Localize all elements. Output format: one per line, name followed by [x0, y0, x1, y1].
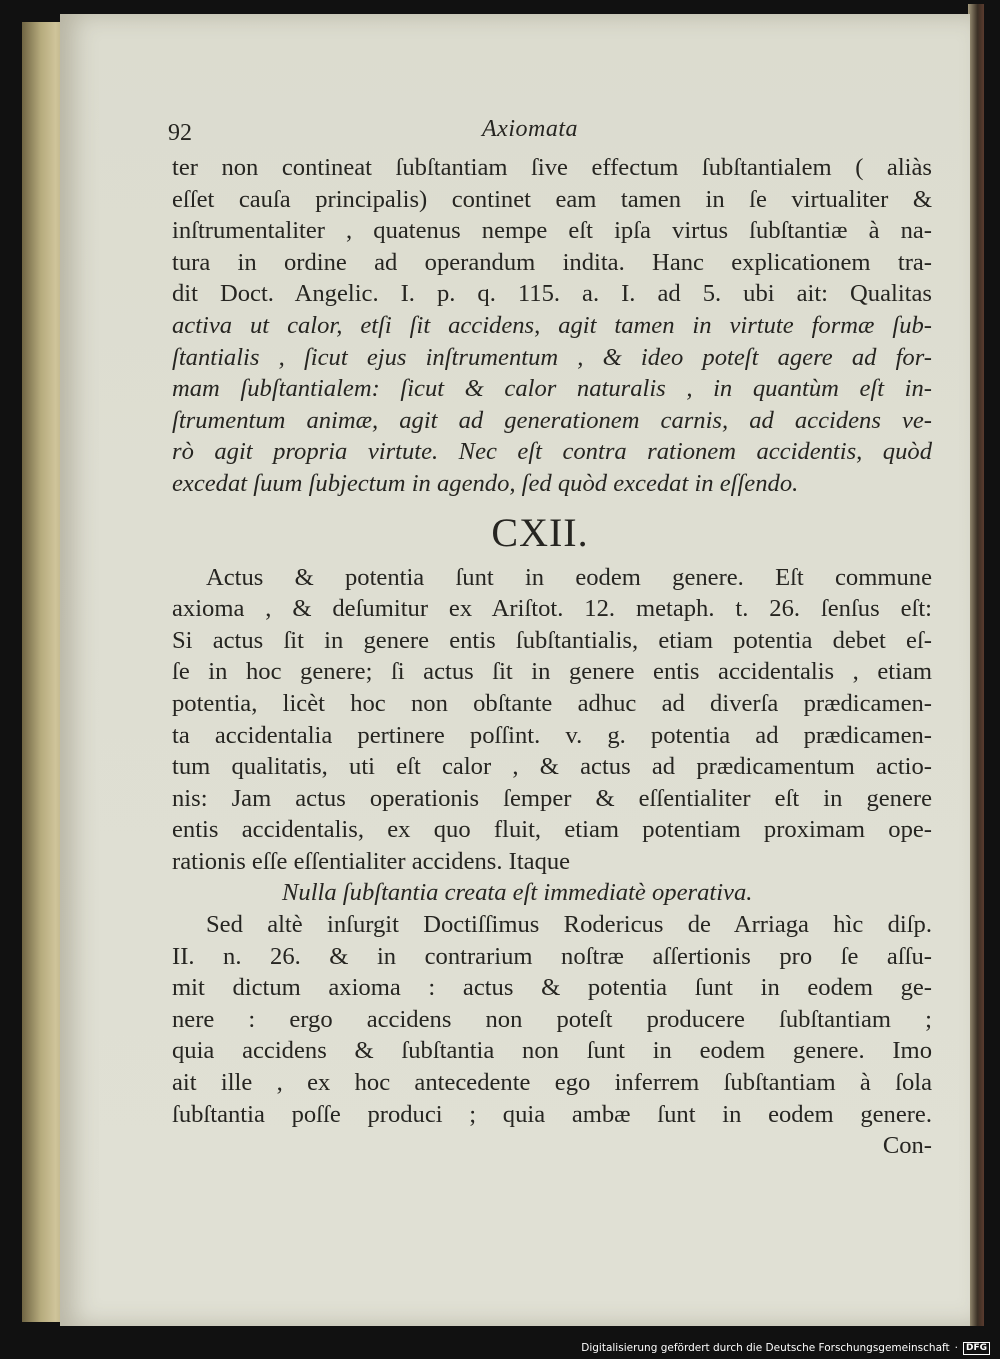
text-line: nere : ergo accidens non poteſt producere ſubſtantiam ; [172, 1005, 932, 1033]
text-line: inſtrumentaliter , quatenus nempe eſt ipſa virtus ſubſtantiæ à na- [172, 217, 932, 245]
text-line: ta accidentalia pertinere poſſint. v. g. potentia ad prædicamen- [172, 721, 932, 749]
quote-line: activa ut calor, etſi ſit accidens, agit tamen in virtute formæ ſub- [172, 311, 932, 339]
page-text [168, 116, 932, 1162]
page-number: 92 [168, 120, 192, 146]
running-title: Axiomata [482, 116, 578, 142]
book-spine [22, 22, 64, 1322]
text-line: entis accidentalis, ex quo fluit, etiam potentiam proximam ope- [172, 816, 932, 844]
text-line: axioma , & deſumitur ex Ariſtot. 12. metaph. t. 26. ſenſus eſt: [172, 595, 932, 623]
text-line: ait ille , ex hoc antecedente ego inferrem ſubſtantiam à ſola [172, 1069, 932, 1097]
text-line: tura in ordine ad operandum indita. Hanc explicationem tra- [172, 248, 932, 276]
text-line: eſſet cauſa principalis) continet eam tamen in ſe virtualiter & [172, 185, 932, 213]
text-line: ſe in hoc genere; ſi actus ſit in genere entis accidentalis , etiam [172, 658, 932, 686]
text-line: potentia, licèt hoc non obſtante adhuc ad diverſa prædicamen- [172, 689, 932, 717]
text-line: rationis eſſe eſſentialiter accidens. Itaque [172, 847, 571, 875]
text-line: dit Doct. Angelic. I. p. q. 115. a. I. ad 5. ubi ait: Qualitas [172, 280, 932, 308]
quote-line: excedat ſuum ſubjectum in agendo, ſed quòd excedat in eſſendo. [172, 469, 799, 497]
text-line: mit dictum axioma : actus & potentia ſunt in eodem ge- [172, 974, 932, 1002]
text-line: tum qualitatis, uti eſt calor , & actus ad prædicamentum actio- [172, 753, 932, 781]
quote-line: ſtrumentum animæ, agit ad generationem carnis, ad accidens ve- [172, 406, 932, 434]
text-line: ter non contineat ſubſtantiam ſive effectum ſubſtantialem ( aliàs [172, 154, 932, 181]
quote-line: rò agit propria virtute. Nec eſt contra rationem accidentis, quòd [172, 438, 932, 466]
axiom-line: Actus & potentia ſunt in eodem genere. Eſt commune [206, 563, 932, 591]
thesis-line: Nulla ſubſtantia creata eſt immediatè operativa. [282, 879, 753, 907]
text-line: II. n. 26. & in contrarium noſtræ aſſertionis pro ſe aſſu- [172, 942, 932, 970]
dfg-logo-icon: DFG [963, 1342, 990, 1355]
text-line: Si actus ſit in genere entis ſubſtantialis, etiam potentia debet eſ- [172, 626, 932, 654]
running-head [168, 116, 932, 150]
credit-text: Digitalisierung gefördert durch die Deutsche Forschungsgemeinschaft [581, 1342, 950, 1354]
text-line: nis: Jam actus operationis ſemper & eſſentialiter eſt in genere [172, 784, 932, 812]
quote-line: ſtantialis , ſicut ejus inſtrumentum , & ideo poteſt agere ad for- [172, 343, 932, 371]
text-line: quia accidens & ſubſtantia non ſunt in eodem genere. Imo [172, 1037, 932, 1065]
section-number: CXII. [491, 509, 589, 555]
text-line: ſubſtantia poſſe produci ; quia ambæ ſunt in eodem genere. [172, 1100, 932, 1128]
quote-line: mam ſubſtantialem: ſicut & calor naturalis , in quantùm eſt in- [172, 375, 932, 403]
catchword: Con- [882, 1132, 932, 1160]
footer-credit: Digitalisierung gefördert durch die Deutsche Forschungsgemeinschaft · DFG [581, 1340, 990, 1356]
text-line: Sed altè inſurgit Doctiſſimus Rodericus de Arriaga hìc diſp. [206, 911, 932, 939]
page-edge [968, 4, 984, 1326]
